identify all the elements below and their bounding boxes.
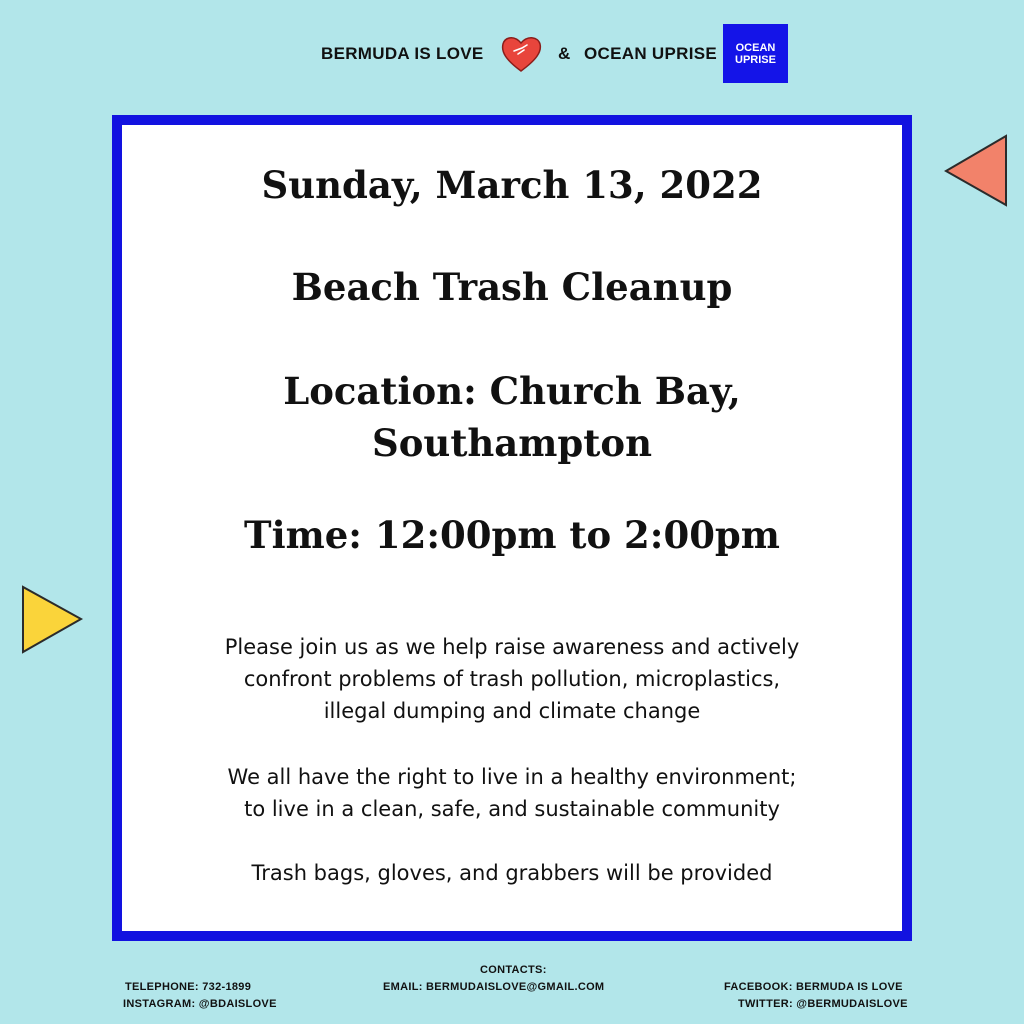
paragraph-rights bbox=[122, 761, 902, 825]
facebook: FACEBOOK: BERMUDA IS LOVE bbox=[724, 981, 903, 993]
p1-line-3: illegal dumping and climate change bbox=[323, 699, 701, 723]
triangle-left-icon bbox=[943, 134, 1009, 208]
event-time: Time: 12:00pm to 2:00pm bbox=[244, 513, 780, 557]
ampersand: & bbox=[558, 44, 571, 63]
event-date: Sunday, March 13, 2022 bbox=[261, 163, 763, 207]
p2-line-2: to live in a clean, safe, and sustainable community bbox=[244, 797, 780, 821]
event-title: Beach Trash Cleanup bbox=[291, 265, 733, 309]
contacts-label: CONTACTS: bbox=[480, 964, 547, 976]
paragraph-supplies bbox=[122, 857, 902, 889]
p3-line-1: Trash bags, gloves, and grabbers will be provided bbox=[251, 861, 773, 885]
twitter: TWITTER: @BERMUDAISLOVE bbox=[738, 998, 908, 1010]
event-card bbox=[112, 115, 912, 941]
ocean-uprise-logo bbox=[723, 24, 788, 83]
p1-line-2: confront problems of trash pollution, microplastics, bbox=[243, 667, 781, 691]
logo-line-2: UPRISE bbox=[735, 53, 776, 66]
telephone: TELEPHONE: 732-1899 bbox=[125, 981, 252, 993]
header bbox=[0, 24, 1024, 84]
p1-line-1: Please join us as we help raise awareness and actively bbox=[224, 635, 800, 659]
triangle-right-icon bbox=[21, 585, 85, 655]
location-line-2: Southampton bbox=[372, 421, 652, 465]
p2-line-1: We all have the right to live in a healthy environment; bbox=[227, 765, 797, 789]
brand-bermuda-is-love: BERMUDA IS LOVE bbox=[321, 44, 484, 63]
heart-icon bbox=[500, 34, 542, 74]
brand-ocean-uprise: OCEAN UPRISE bbox=[584, 44, 718, 63]
instagram: INSTAGRAM: @BDAISLOVE bbox=[123, 998, 277, 1010]
paragraph-awareness bbox=[122, 631, 902, 727]
logo-line-1: OCEAN bbox=[735, 41, 776, 54]
location-line-1: Location: Church Bay, bbox=[283, 369, 741, 413]
event-location bbox=[122, 365, 902, 469]
email: EMAIL: BERMUDAISLOVE@GMAIL.COM bbox=[383, 981, 605, 993]
